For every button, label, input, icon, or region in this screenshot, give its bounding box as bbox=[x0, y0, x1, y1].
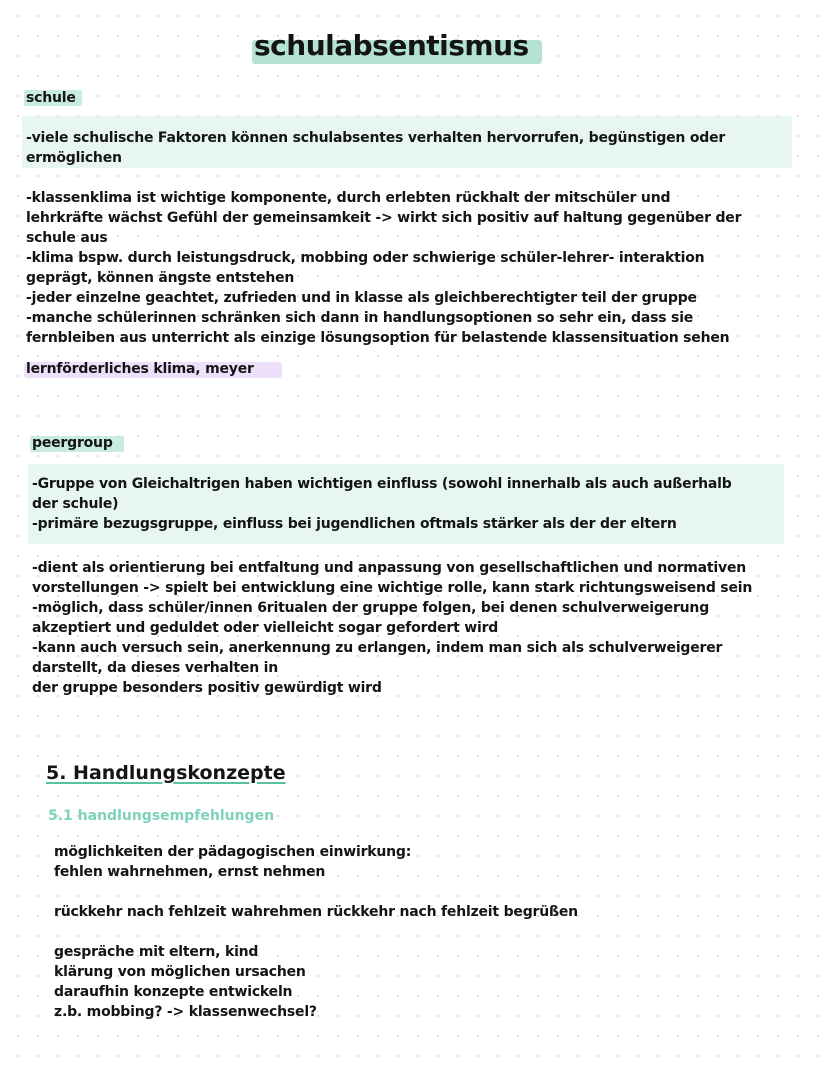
handlung-line: daraufhin konzepte entwickeln bbox=[54, 984, 293, 1000]
peergroup-line: -kann auch versuch sein, anerkennung zu erlangen, indem man sich als schulverweigerer bbox=[32, 640, 723, 656]
schule-box-line: ermöglichen bbox=[26, 150, 122, 166]
peergroup-line: -möglich, dass schüler/innen 6ritualen der gruppe folgen, bei denen schulverweigerung bbox=[32, 600, 710, 616]
schule-line: fernbleiben aus unterricht als einzige lösungsoption für belastende klassensituation sehen bbox=[26, 330, 730, 346]
schule-line: geprägt, können ängste entstehen bbox=[26, 270, 295, 286]
schule-line: -jeder einzelne geachtet, zufrieden und in klasse als gleichberechtigter teil der gruppe bbox=[26, 290, 697, 306]
schule-line: -manche schülerinnen schränken sich dann in handlungsoptionen so sehr ein, dass sie bbox=[26, 310, 694, 326]
schule-heading: schule bbox=[26, 90, 76, 106]
schule-line: schule aus bbox=[26, 230, 108, 246]
handlung-line: klärung von möglichen ursachen bbox=[54, 964, 306, 980]
peergroup-box-line: -Gruppe von Gleichaltrigen haben wichtigen einfluss (sowohl innerhalb als auch außerhalb bbox=[32, 476, 732, 492]
peergroup-line: akzeptiert und geduldet oder vielleicht sogar gefordert wird bbox=[32, 620, 499, 636]
peergroup-box-line: der schule) bbox=[32, 496, 119, 512]
peergroup-line: -dient als orientierung bei entfaltung und anpassung von gesellschaftlichen und normativen bbox=[32, 560, 747, 576]
peergroup-box-line: -primäre bezugsgruppe, einfluss bei jugendlichen oftmals stärker als der der eltern bbox=[32, 516, 677, 532]
handlung-line: z.b. mobbing? -> klassenwechsel? bbox=[54, 1004, 317, 1020]
peergroup-line: vorstellungen -> spielt bei entwicklung eine wichtige rolle, kann stark richtungsweisend sein bbox=[32, 580, 753, 596]
section-subheading: 5.1 handlungsempfehlungen bbox=[48, 808, 275, 824]
schule-box-line: -viele schulische Faktoren können schulabsentes verhalten hervorrufen, begünstigen oder bbox=[26, 130, 726, 146]
handlung-line: fehlen wahrnehmen, ernst nehmen bbox=[54, 864, 326, 880]
page-title: schulabsentismus bbox=[254, 29, 529, 62]
handlung-line: rückkehr nach fehlzeit wahrehmen rückkehr nach fehlzeit begrüßen bbox=[54, 904, 578, 920]
handlung-line: möglichkeiten der pädagogischen einwirkung: bbox=[54, 844, 412, 860]
schule-line: lehrkräfte wächst Gefühl der gemeinsamkeit -> wirkt sich positiv auf haltung gegenüber der bbox=[26, 210, 742, 226]
section-heading: 5. Handlungskonzepte bbox=[46, 762, 286, 784]
peergroup-heading: peergroup bbox=[32, 435, 113, 451]
handlung-line: gespräche mit eltern, kind bbox=[54, 944, 259, 960]
peergroup-line: der gruppe besonders positiv gewürdigt wird bbox=[32, 680, 382, 696]
reference-text: lernförderliches klima, meyer bbox=[26, 361, 254, 377]
schule-line: -klassenklima ist wichtige komponente, durch erlebten rückhalt der mitschüler und bbox=[26, 190, 671, 206]
schule-line: -klima bspw. durch leistungsdruck, mobbing oder schwierige schüler-lehrer- interaktion bbox=[26, 250, 705, 266]
peergroup-line: darstellt, da dieses verhalten in bbox=[32, 660, 279, 676]
